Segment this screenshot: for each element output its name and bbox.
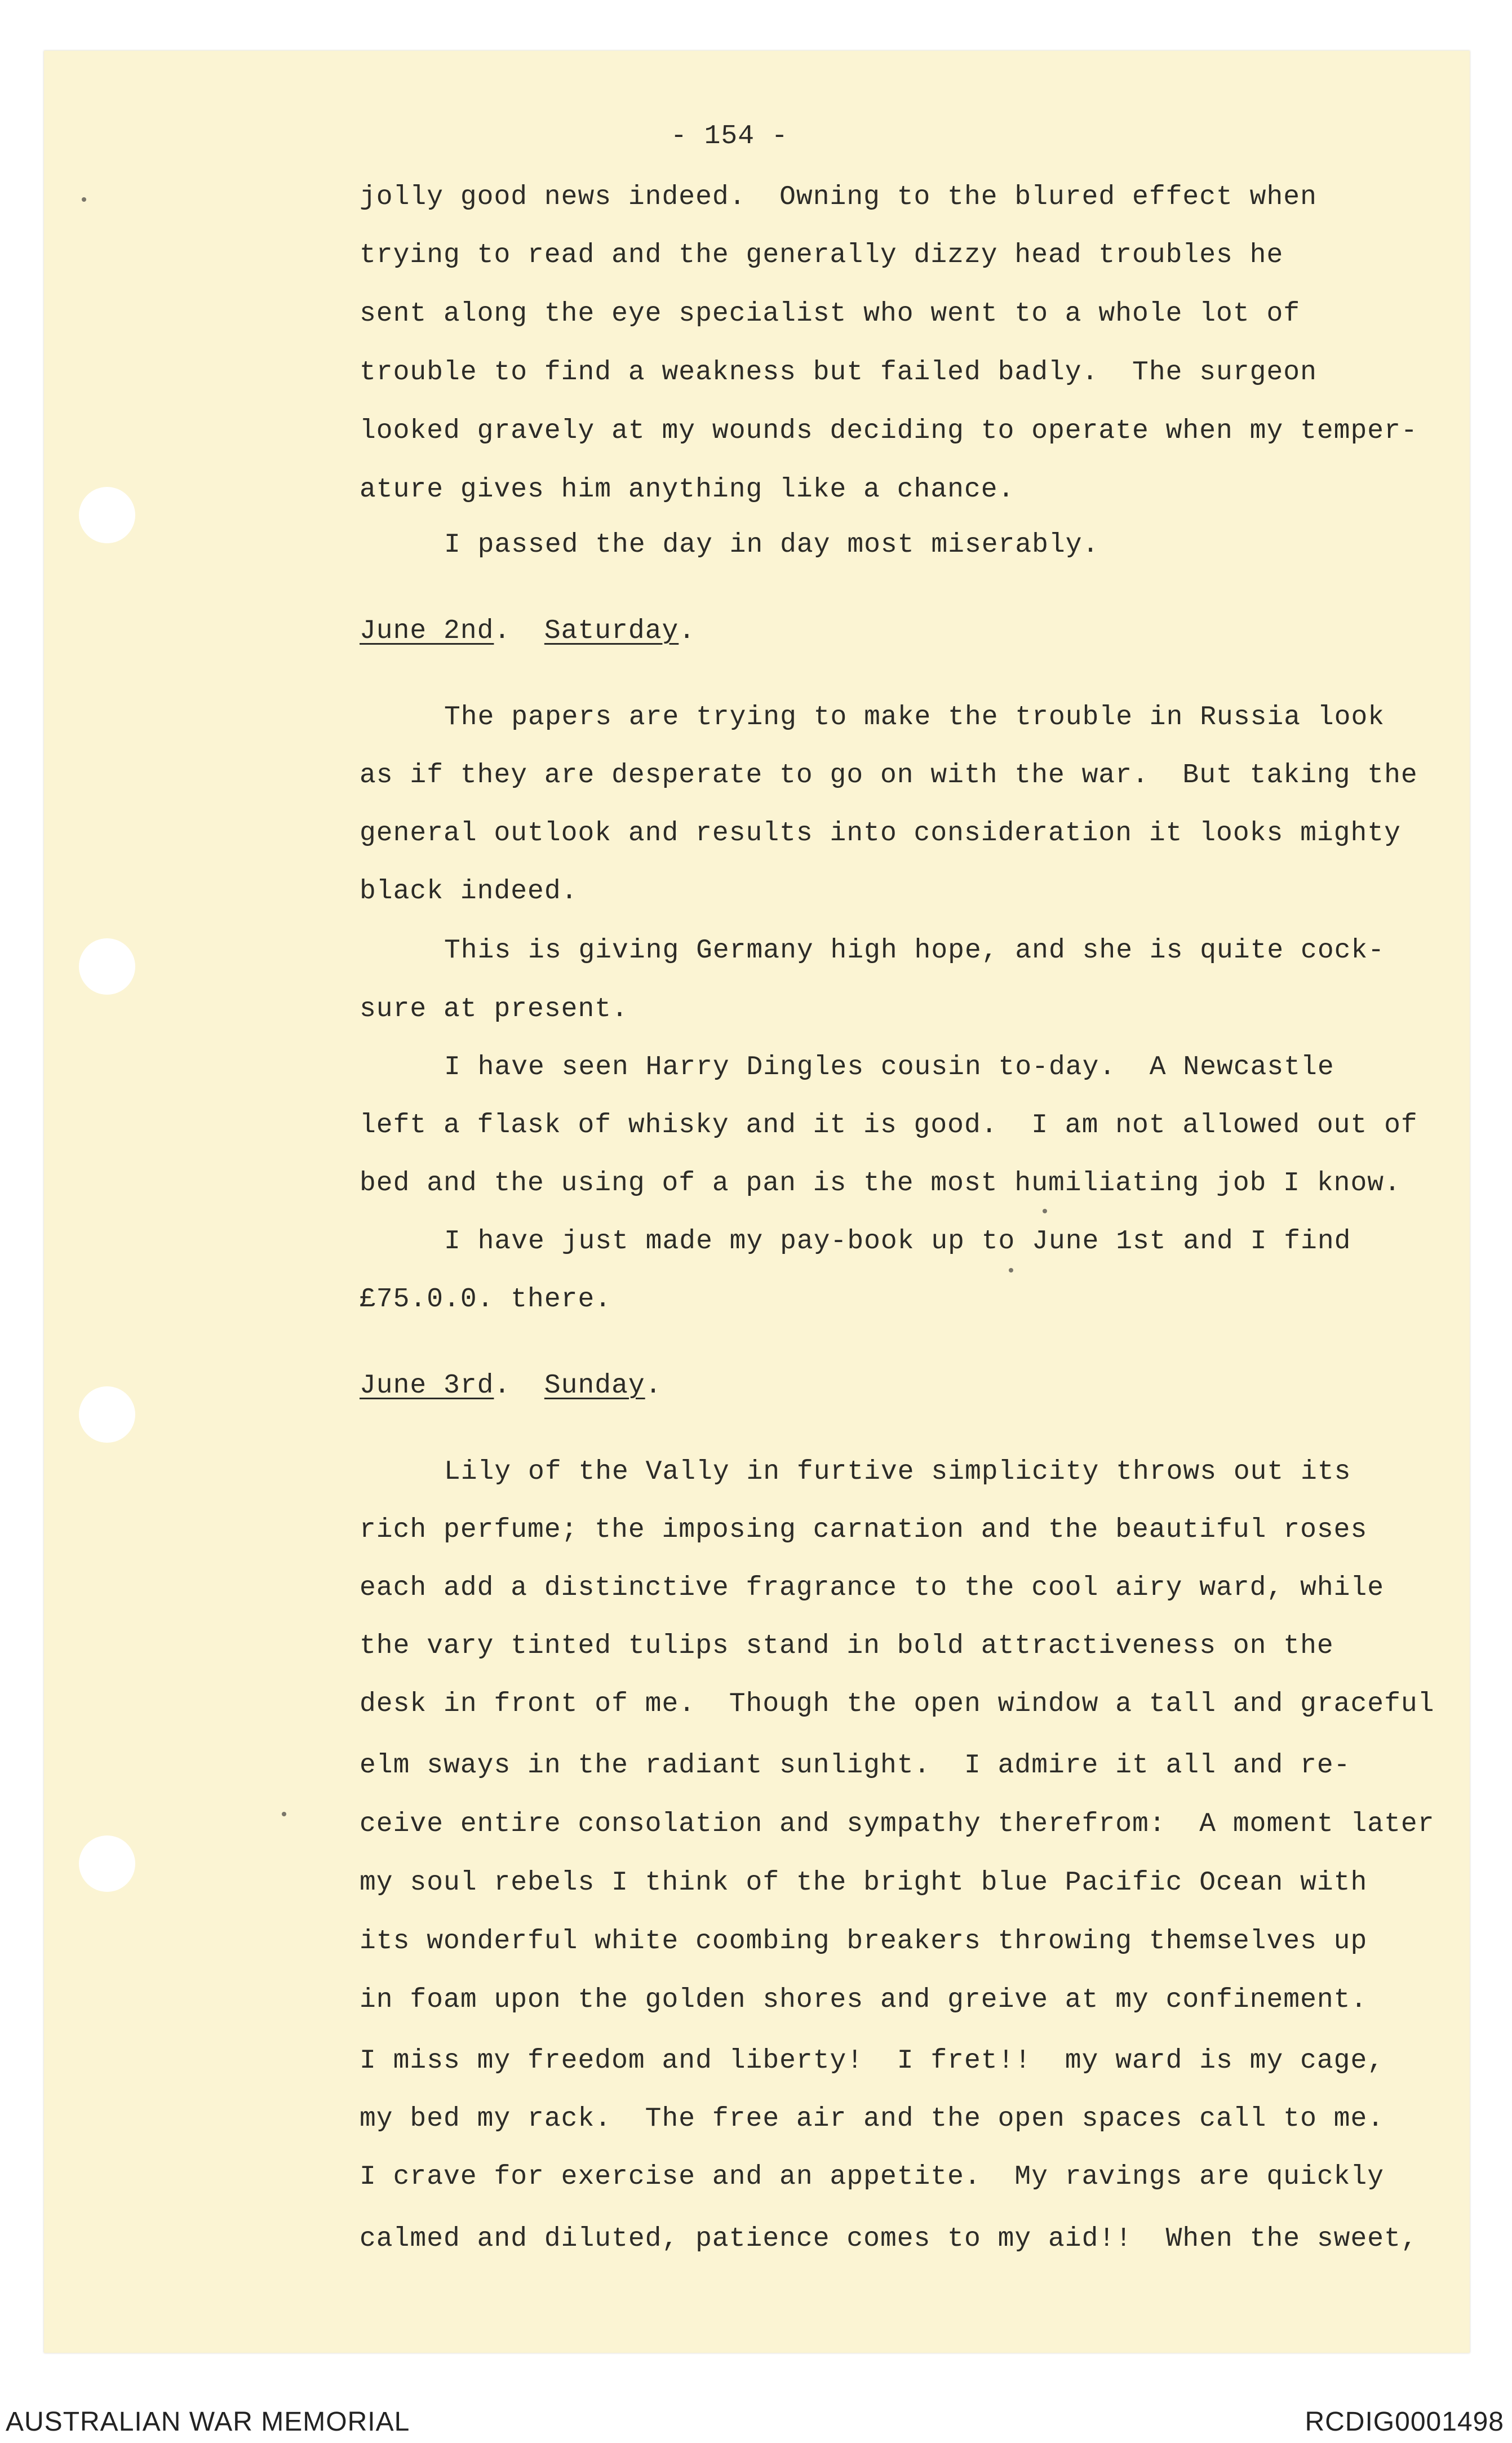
text-line: ature gives him anything like a chance. [360, 475, 1015, 505]
text-line: jolly good news indeed. Owning to the blured effect when [360, 182, 1317, 212]
text-line: sent along the eye specialist who went to a whole lot of [360, 299, 1301, 329]
text-line: trying to read and the generally dizzy head troubles he [360, 240, 1284, 271]
text-line: I passed the day in day most miserably. [444, 530, 1099, 560]
entry-heading-june-3: June 3rd. Sunday. [360, 1371, 662, 1401]
text-line: rich perfume; the imposing carnation and the beautiful roses [360, 1515, 1368, 1545]
text-line: as if they are desperate to go on with the war. But taking the [360, 760, 1418, 791]
entry-date: June 2nd [360, 616, 494, 646]
punch-hole [79, 487, 135, 543]
paper-speck [1043, 1209, 1047, 1213]
text-line: I miss my freedom and liberty! I fret!! my ward is my cage, [360, 2046, 1385, 2076]
text-line: elm sways in the radiant sunlight. I admire it all and re- [360, 1750, 1351, 1781]
text-line: desk in front of me. Though the open window a tall and graceful [360, 1689, 1435, 1719]
entry-day: Sunday [544, 1371, 645, 1401]
entry-heading-june-2: June 2nd. Saturday. [360, 616, 696, 646]
punch-hole [79, 938, 135, 995]
archive-id: RCDIG0001498 [1305, 2407, 1504, 2437]
page-number: - 154 - [671, 121, 788, 152]
text-line: This is giving Germany high hope, and she is quite cock- [444, 935, 1385, 966]
text-line: ceive entire consolation and sympathy therefrom: A moment later [360, 1809, 1435, 1839]
text-line: each add a distinctive fragrance to the cool airy ward, while [360, 1573, 1385, 1603]
text-line: left a flask of whisky and it is good. I am not allowed out of [360, 1110, 1418, 1141]
text-line: trouble to find a weakness but failed badly. The surgeon [360, 357, 1317, 388]
text-line: £75.0.0. there. [360, 1284, 612, 1315]
entry-day: Saturday [544, 616, 679, 646]
archive-credit: AUSTRALIAN WAR MEMORIAL [6, 2407, 410, 2437]
text-line: looked gravely at my wounds deciding to operate when my temper- [360, 416, 1418, 446]
text-line: I crave for exercise and an appetite. My ravings are quickly [360, 2162, 1385, 2192]
text-line: calmed and diluted, patience comes to my aid!! When the sweet, [360, 2224, 1418, 2254]
text-line: bed and the using of a pan is the most humiliating job I know. [360, 1168, 1401, 1199]
punch-hole [79, 1386, 135, 1443]
text-line: black indeed. [360, 876, 578, 907]
text-line: my bed my rack. The free air and the open spaces call to me. [360, 2104, 1385, 2134]
paper-speck [82, 197, 86, 202]
text-line: the vary tinted tulips stand in bold attractiveness on the [360, 1631, 1334, 1661]
paper-speck [1009, 1268, 1013, 1273]
text-line: its wonderful white coombing breakers throwing themselves up [360, 1926, 1368, 1957]
paper-speck [282, 1812, 286, 1816]
text-line: in foam upon the golden shores and greive at my confinement. [360, 1985, 1368, 2015]
text-line: The papers are trying to make the trouble in Russia look [444, 702, 1385, 733]
text-line: I have just made my pay-book up to June 1st and I find [444, 1226, 1351, 1257]
text-line: my soul rebels I think of the bright blue Pacific Ocean with [360, 1868, 1368, 1898]
text-line: I have seen Harry Dingles cousin to-day. A Newcastle [444, 1052, 1334, 1083]
entry-date: June 3rd [360, 1371, 494, 1401]
text-line: sure at present. [360, 994, 628, 1025]
text-line: Lily of the Vally in furtive simplicity throws out its [444, 1457, 1351, 1487]
text-line: general outlook and results into consideration it looks mighty [360, 818, 1401, 849]
punch-hole [79, 1835, 135, 1892]
